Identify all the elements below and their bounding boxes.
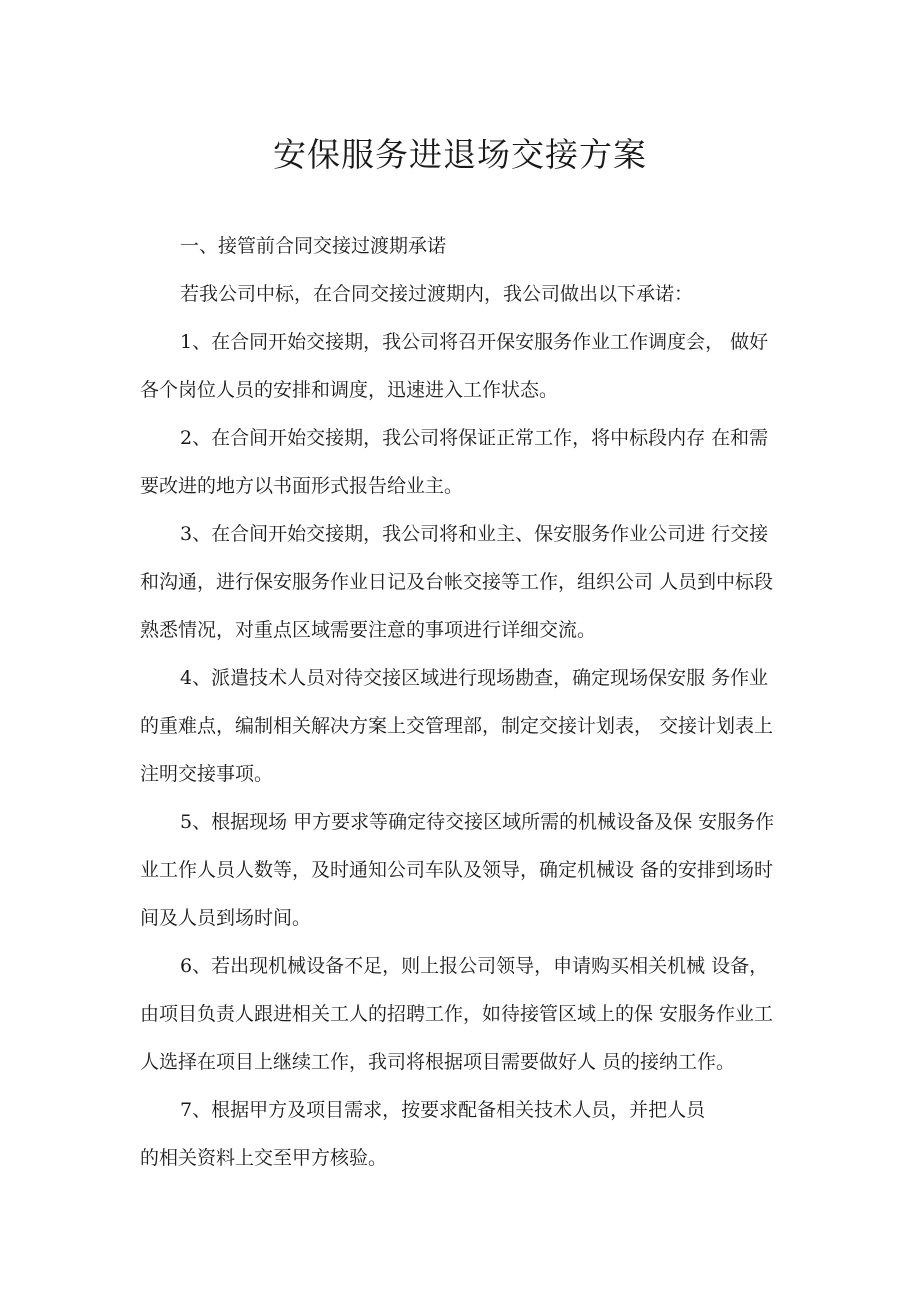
item-line: 3、在合间开始交接期，我公司将和业主、保安服务作业公司进 行交接 — [180, 523, 769, 545]
item-line: 4、派遣技术人员对待交接区域进行现场勘查，确定现场保安服 务作业 — [180, 667, 769, 689]
item-line: 和沟通，进行保安服务作业日记及台帐交接等工作，组织公司 人员到中标段 — [140, 571, 774, 593]
item-4 — [140, 654, 795, 798]
item-line: 1、在合同开始交接期，我公司将召开保安服务作业工作调度会， 做好 — [180, 331, 769, 353]
item-line: 要改进的地方以书面形式报告给业主。 — [140, 475, 464, 497]
item-line: 6、若出现机械设备不足，则上报公司领导，申请购买相关机械 设备， — [180, 955, 769, 977]
document-body — [140, 222, 795, 1182]
intro-text: 若我公司中标，在合同交接过渡期内，我公司做出以下承诺： — [180, 283, 694, 305]
section-heading-text: 一、接管前合同交接过渡期承诺 — [180, 235, 447, 257]
section-heading — [140, 222, 795, 270]
item-line: 业工作人员人数等，及时通知公司车队及领导，确定机械设 备的安排到场时 — [140, 859, 774, 881]
intro-paragraph — [140, 270, 795, 318]
item-line: 人选择在项目上继续工作，我司将根据项目需要做好人 员的接纳工作。 — [140, 1051, 736, 1073]
item-line: 5、根据现场 甲方要求等确定待交接区域所需的机械设备及保 安服务作 — [180, 811, 775, 833]
item-line: 间及人员到场时间。 — [140, 907, 312, 929]
item-line: 7、根据甲方及项目需求，按要求配备相关技术人员，并把人员 — [180, 1099, 706, 1121]
item-3 — [140, 510, 795, 654]
item-line: 由项目负责人跟进相关工人的招聘工作，如待接管区域上的保 安服务作业工 — [140, 1003, 774, 1025]
item-7 — [140, 1086, 795, 1182]
item-line: 的相关资料上交至甲方核验。 — [140, 1147, 388, 1169]
item-line: 熟悉情况，对重点区域需要注意的事项进行详细交流。 — [140, 619, 597, 641]
item-line: 的重难点，编制相关解决方案上交管理部，制定交接计划表， 交接计划表上 — [140, 715, 774, 737]
item-2 — [140, 414, 795, 510]
document-title: 安保服务进退场交接方案 — [273, 135, 647, 174]
item-line: 注明交接事项。 — [140, 763, 274, 785]
item-line: 各个岗位人员的安排和调度，迅速进入工作状态。 — [140, 379, 559, 401]
item-line: 2、在合间开始交接期，我公司将保证正常工作，将中标段内存 在和需 — [180, 427, 769, 449]
item-5 — [140, 798, 795, 942]
item-6 — [140, 942, 795, 1086]
item-1 — [140, 318, 795, 414]
